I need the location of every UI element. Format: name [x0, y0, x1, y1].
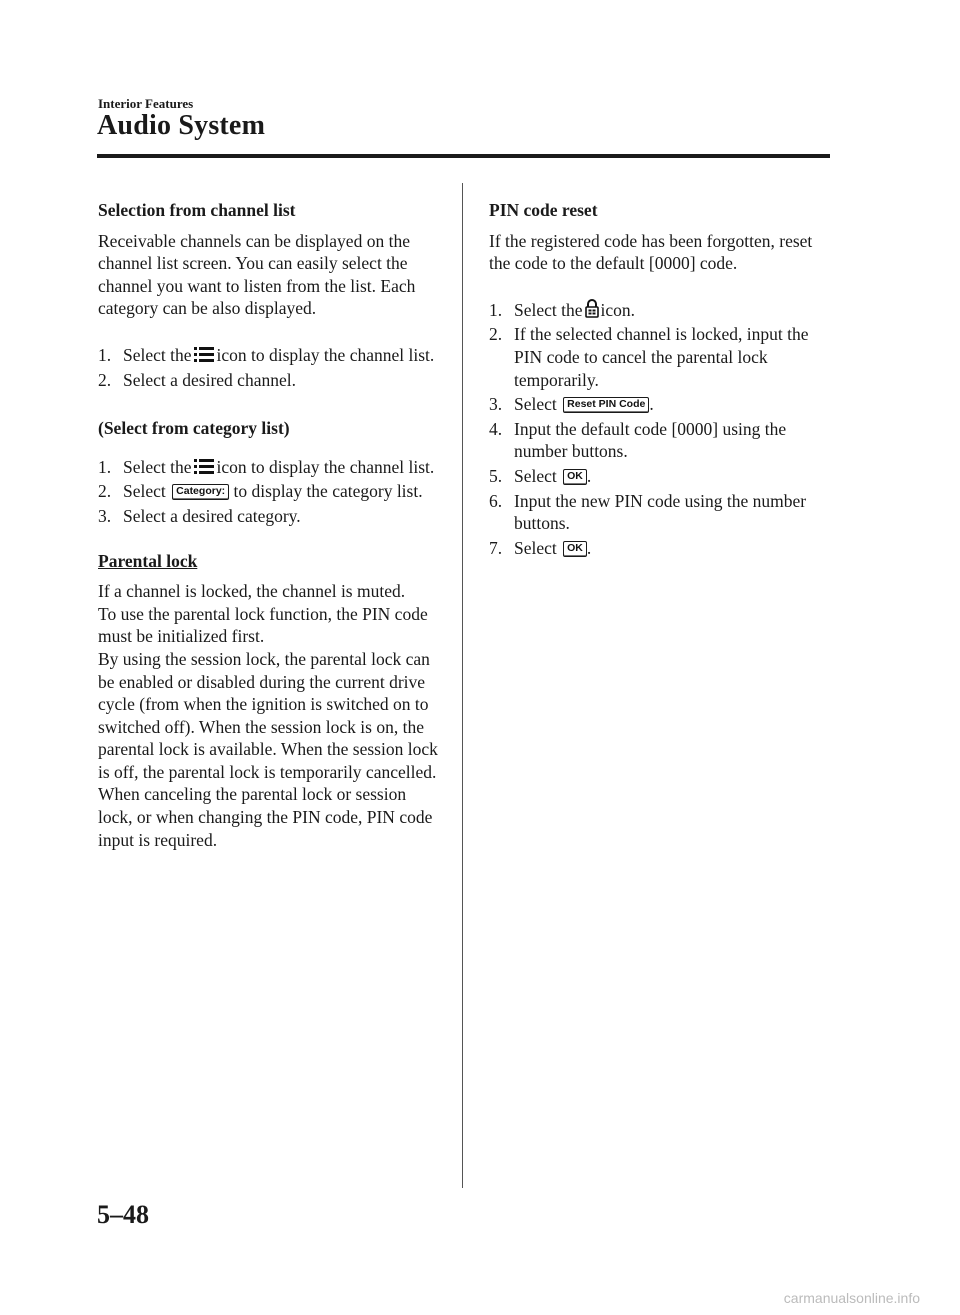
- list-item: [98, 480, 443, 503]
- step-text: Select: [123, 481, 166, 502]
- step-text: .: [586, 537, 592, 558]
- step-text: Select a desired channel.: [123, 369, 296, 390]
- steps-pin-reset: [489, 299, 834, 560]
- page-number: 5–48: [97, 1200, 149, 1229]
- list-item: [98, 369, 443, 392]
- paragraph-pin-required: When canceling the parental lock or session lock, or when changing the PIN code, PIN code input is required.: [98, 784, 433, 850]
- step-number: 1.: [98, 456, 112, 477]
- section-label: Interior Features: [98, 96, 194, 111]
- ok-button: OK: [563, 469, 587, 485]
- step-text: If the selected channel is locked, input the PIN code to cancel the parental lock temporarily.: [514, 324, 809, 390]
- list-item: [98, 344, 443, 367]
- step-text: Select a desired category.: [123, 505, 301, 526]
- list-item: [98, 456, 443, 479]
- step-text: Select: [514, 394, 557, 415]
- paragraph-pin-reset: If the registered code has been forgotten, reset the code to the default [0000] code.: [489, 230, 813, 274]
- step-text: .: [586, 465, 592, 486]
- list-item: [489, 323, 834, 391]
- steps-channel-list: [98, 344, 443, 391]
- step-text: Select the: [123, 456, 192, 477]
- watermark: carmanualsonline.info: [783, 1290, 920, 1306]
- step-text: Select: [514, 465, 557, 486]
- list-item: [489, 465, 834, 488]
- list-item: [489, 299, 834, 322]
- category-button: Category:: [172, 484, 229, 500]
- step-number: 1.: [489, 299, 503, 320]
- left-column: [98, 199, 443, 851]
- step-number: 4.: [489, 418, 503, 439]
- paragraph-pin-initialize: To use the parental lock function, the PIN code must be initialized first.: [98, 603, 428, 647]
- step-text: icon.: [600, 299, 636, 320]
- step-text: Select the: [123, 344, 192, 365]
- step-text: Input the new PIN code using the number buttons.: [514, 490, 807, 534]
- paragraph-session-lock: By using the session lock, the parental lock can be enabled or disabled during the current drive cycle (from when the ignition is switched on to switched off). When the session lock is on, the parental lock is available. When the session lock is off, the parental lock is temporarily cancelled.: [98, 648, 438, 782]
- list-item: [489, 490, 834, 535]
- step-number: 2.: [489, 324, 503, 345]
- step-text: Input the default code [0000] using the number buttons.: [514, 418, 787, 462]
- header-rule: [97, 154, 830, 158]
- step-text: icon to display the channel list.: [216, 456, 435, 477]
- step-text: icon to display the channel list.: [216, 344, 435, 365]
- step-number: 3.: [98, 505, 112, 526]
- list-item: [489, 537, 834, 560]
- step-number: 6.: [489, 490, 503, 511]
- steps-category-list: [98, 456, 443, 528]
- heading-category-list: (Select from category list): [98, 418, 290, 439]
- list-item: [98, 505, 443, 528]
- step-number: 1.: [98, 344, 112, 365]
- step-text: to display the category list.: [233, 481, 423, 502]
- paragraph-locked-muted: If a channel is locked, the channel is muted.: [98, 581, 406, 602]
- chapter-title: Audio System: [97, 110, 266, 141]
- lock-icon: [585, 299, 599, 318]
- reset-pin-code-button: Reset PIN Code: [563, 397, 649, 413]
- right-column: [489, 199, 834, 561]
- ok-button: OK: [563, 541, 587, 557]
- step-text: Select: [514, 537, 557, 558]
- step-number: 2.: [98, 369, 112, 390]
- list-icon: [194, 458, 214, 475]
- heading-parental-lock: Parental lock: [98, 550, 198, 571]
- step-text: .: [649, 394, 654, 415]
- list-item: [489, 418, 834, 463]
- heading-pin-reset: PIN code reset: [489, 200, 598, 220]
- heading-channel-list: Selection from channel list: [98, 200, 296, 220]
- list-item: [489, 393, 834, 416]
- step-text: Select the: [514, 299, 583, 320]
- step-number: 3.: [489, 394, 503, 415]
- column-divider: [462, 183, 463, 1188]
- step-number: 5.: [489, 465, 503, 486]
- list-icon: [194, 346, 214, 363]
- paragraph-channel-list: Receivable channels can be displayed on the channel list screen. You can easily select the channel you want to listen from the list. Each category can be also displayed.: [98, 230, 416, 319]
- step-number: 7.: [489, 537, 503, 558]
- step-number: 2.: [98, 481, 112, 502]
